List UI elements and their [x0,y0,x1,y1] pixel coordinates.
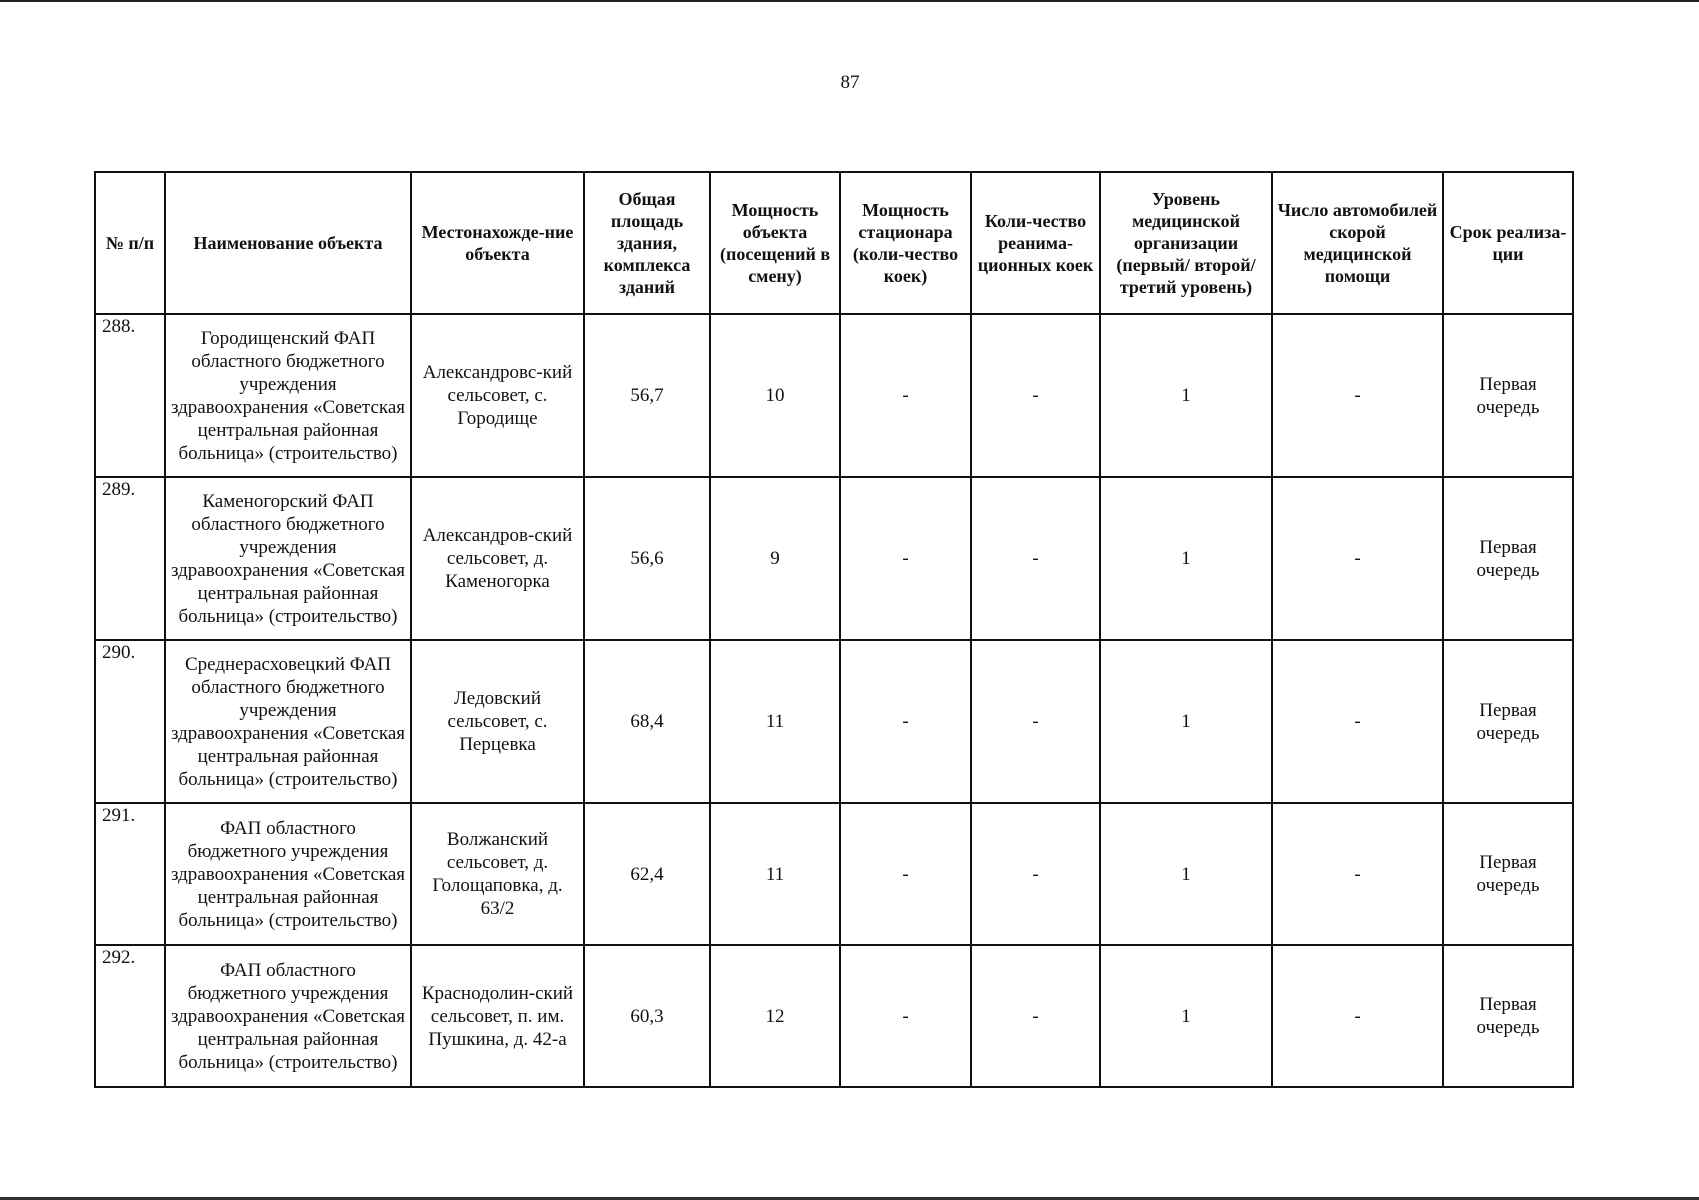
facilities-table [94,171,1574,1088]
table-row [95,945,1573,1087]
cell-num: 288. [95,314,165,477]
cell-capacity: 11 [710,803,840,945]
cell-location: Ледовский сельсовет, с. Перцевка [411,640,584,803]
cell-beds: - [840,314,971,477]
table-row [95,640,1573,803]
table-header-row [95,172,1573,314]
header-name: Наименование объекта [165,172,411,314]
cell-term: Первая очередь [1443,640,1573,803]
header-num: № п/п [95,172,165,314]
cell-beds: - [840,640,971,803]
header-capacity: Мощность объекта (посещений в смену) [710,172,840,314]
cell-icu: - [971,803,1100,945]
header-beds: Мощность стационара (коли-чество коек) [840,172,971,314]
cell-beds: - [840,477,971,640]
cell-name: ФАП областного бюджетного учреждения здравоохранения «Советская центральная районная больница» (строительство) [165,803,411,945]
cell-level: 1 [1100,477,1272,640]
cell-level: 1 [1100,640,1272,803]
table-row [95,477,1573,640]
header-ambulances: Число автомобилей скорой медицинской помощи [1272,172,1443,314]
cell-area: 68,4 [584,640,710,803]
header-icu: Коли-чество реанима-ционных коек [971,172,1100,314]
cell-location: Александровс-кий сельсовет, с. Городище [411,314,584,477]
cell-term: Первая очередь [1443,803,1573,945]
header-location: Местонахожде-ние объекта [411,172,584,314]
page-number: 87 [840,72,860,93]
cell-term: Первая очередь [1443,945,1573,1087]
table-row [95,803,1573,945]
header-term: Срок реализа-ции [1443,172,1573,314]
header-level: Уровень медицинской организации (первый/ второй/ третий уровень) [1100,172,1272,314]
header-area: Общая площадь здания, комплекса зданий [584,172,710,314]
cell-ambulances: - [1272,803,1443,945]
cell-location: Волжанский сельсовет, д. Голощаповка, д. 63/2 [411,803,584,945]
cell-capacity: 10 [710,314,840,477]
cell-icu: - [971,640,1100,803]
cell-num: 289. [95,477,165,640]
cell-location: Краснодолин-ский сельсовет, п. им. Пушкина, д. 42-а [411,945,584,1087]
table-row [95,314,1573,477]
cell-area: 56,6 [584,477,710,640]
cell-ambulances: - [1272,945,1443,1087]
cell-beds: - [840,945,971,1087]
cell-level: 1 [1100,314,1272,477]
cell-capacity: 9 [710,477,840,640]
cell-capacity: 11 [710,640,840,803]
cell-name: Среднерасховецкий ФАП областного бюджетного учреждения здравоохранения «Советская центральная районная больница» (строительство) [165,640,411,803]
cell-area: 56,7 [584,314,710,477]
cell-beds: - [840,803,971,945]
cell-num: 291. [95,803,165,945]
cell-ambulances: - [1272,477,1443,640]
cell-term: Первая очередь [1443,477,1573,640]
cell-icu: - [971,477,1100,640]
cell-level: 1 [1100,945,1272,1087]
cell-level: 1 [1100,803,1272,945]
cell-num: 292. [95,945,165,1087]
cell-area: 60,3 [584,945,710,1087]
scan-top-edge [0,0,1699,2]
cell-ambulances: - [1272,314,1443,477]
cell-icu: - [971,945,1100,1087]
cell-name: ФАП областного бюджетного учреждения здравоохранения «Советская центральная районная больница» (строительство) [165,945,411,1087]
cell-capacity: 12 [710,945,840,1087]
cell-icu: - [971,314,1100,477]
cell-term: Первая очередь [1443,314,1573,477]
cell-num: 290. [95,640,165,803]
cell-name: Городищенский ФАП областного бюджетного учреждения здравоохранения «Советская центральная районная больница» (строительство) [165,314,411,477]
cell-area: 62,4 [584,803,710,945]
cell-location: Александров-ский сельсовет, д. Каменогорка [411,477,584,640]
cell-ambulances: - [1272,640,1443,803]
cell-name: Каменогорский ФАП областного бюджетного учреждения здравоохранения «Советская центральная районная больница» (строительство) [165,477,411,640]
